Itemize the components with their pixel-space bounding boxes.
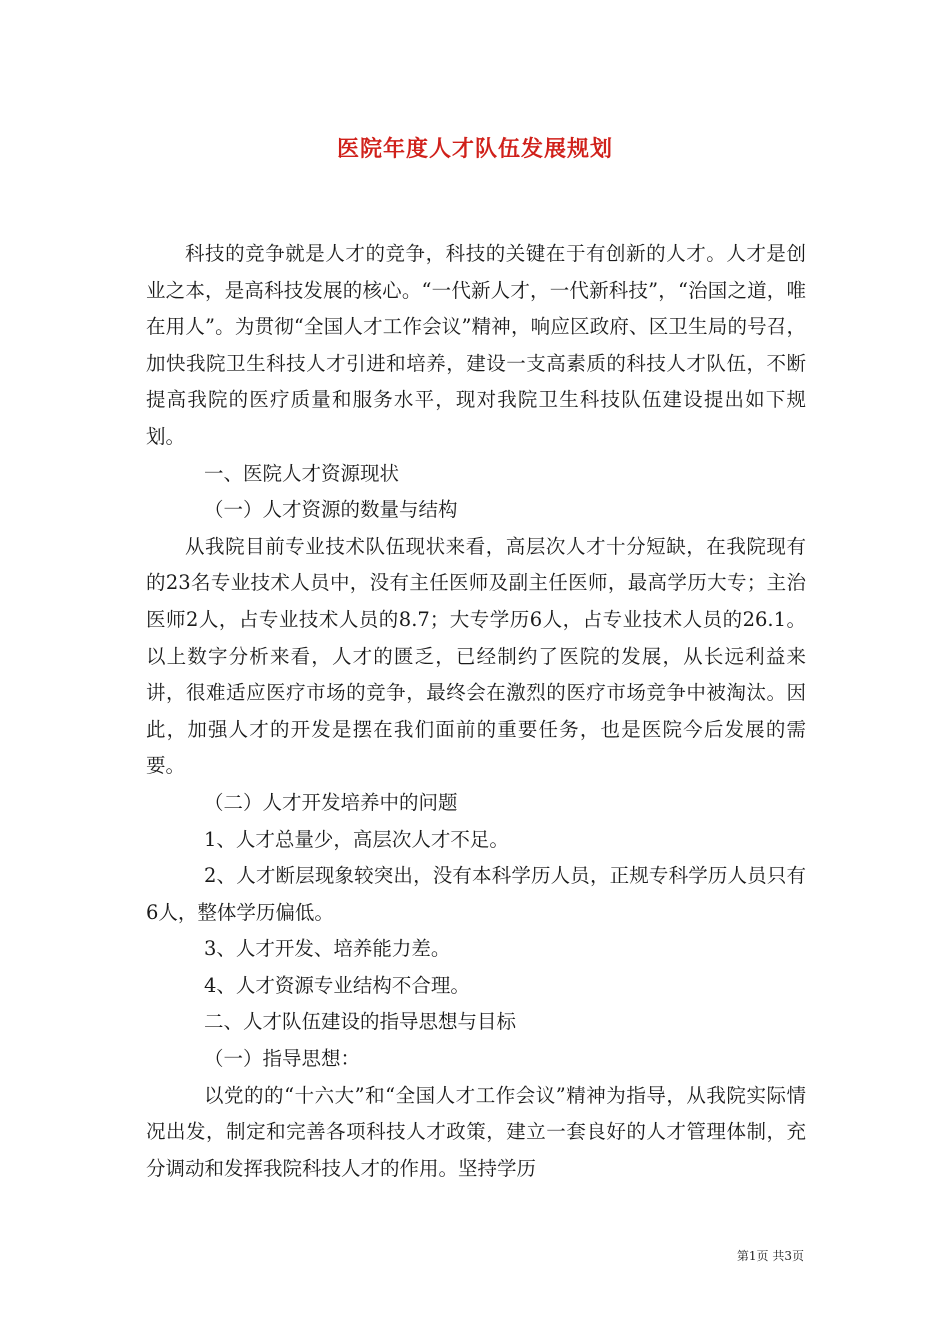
problem-item-3: 3、人才开发、培养能力差。 (204, 937, 451, 961)
problem-item-4: 4、人才资源专业结构不合理。 (204, 973, 470, 997)
subsection-heading-2-1: （一）指导思想： (204, 1047, 361, 1071)
page-number: 第1页 共3页 (736, 1249, 804, 1263)
subsection-heading-1-2: （二）人才开发培养中的问题 (204, 790, 458, 814)
guiding-thought-paragraph: 以党的的“十六大”和“全国人才工作会议”精神为指导，从我院实际情况出发，制定和完善各项科技人才政策，建立一套良好的人才管理体制，充分调动和发挥我院科技人才的作用。坚持学历 (146, 1083, 806, 1180)
section-heading-1: 一、医院人才资源现状 (204, 461, 400, 485)
problem-item-1: 1、人才总量少，高层次人才不足。 (204, 827, 509, 851)
section-heading-2: 二、人才队伍建设的指导思想与目标 (204, 1010, 517, 1034)
talent-status-paragraph: 从我院目前专业技术队伍现状来看，高层次人才十分短缺，在我院现有的23名专业技术人员中，没有主任医师及副主任医师，最高学历大专；主治医师2人，占专业技术人员的8.7；大专学历6人，占专业技术人员的26.1。以上数字分析来看，人才的匮乏，已经制约了医院的发展，从长远利益来讲，很难适应医疗市场的竞争，最终会在激烈的医疗市场竞争中被淘汰。因此，加强人才的开发是摆在我们面前的重要任务，也是医院今后发展的需要。 (146, 534, 806, 778)
problem-item-2: 2、人才断层现象较突出，没有本科学历人员，正规专科学历人员只有6人，整体学历偏低。 (146, 864, 806, 924)
intro-paragraph: 科技的竞争就是人才的竞争，科技的关键在于有创新的人才。人才是创业之本，是高科技发展的核心。“一代新人才，一代新科技”，“治国之道，唯在用人”。为贯彻“全国人才工作会议”精神，响应区政府、区卫生局的号召，加快我院卫生科技人才引进和培养，建设一支高素质的科技人才队伍，不断提高我院的医疗质量和服务水平，现对我院卫生科技队伍建设提出如下规划。 (146, 242, 806, 448)
subsection-heading-1-1: （一）人才资源的数量与结构 (204, 498, 458, 522)
document-body (146, 236, 806, 1187)
document-title: 医院年度人才队伍发展规划 (336, 136, 613, 162)
